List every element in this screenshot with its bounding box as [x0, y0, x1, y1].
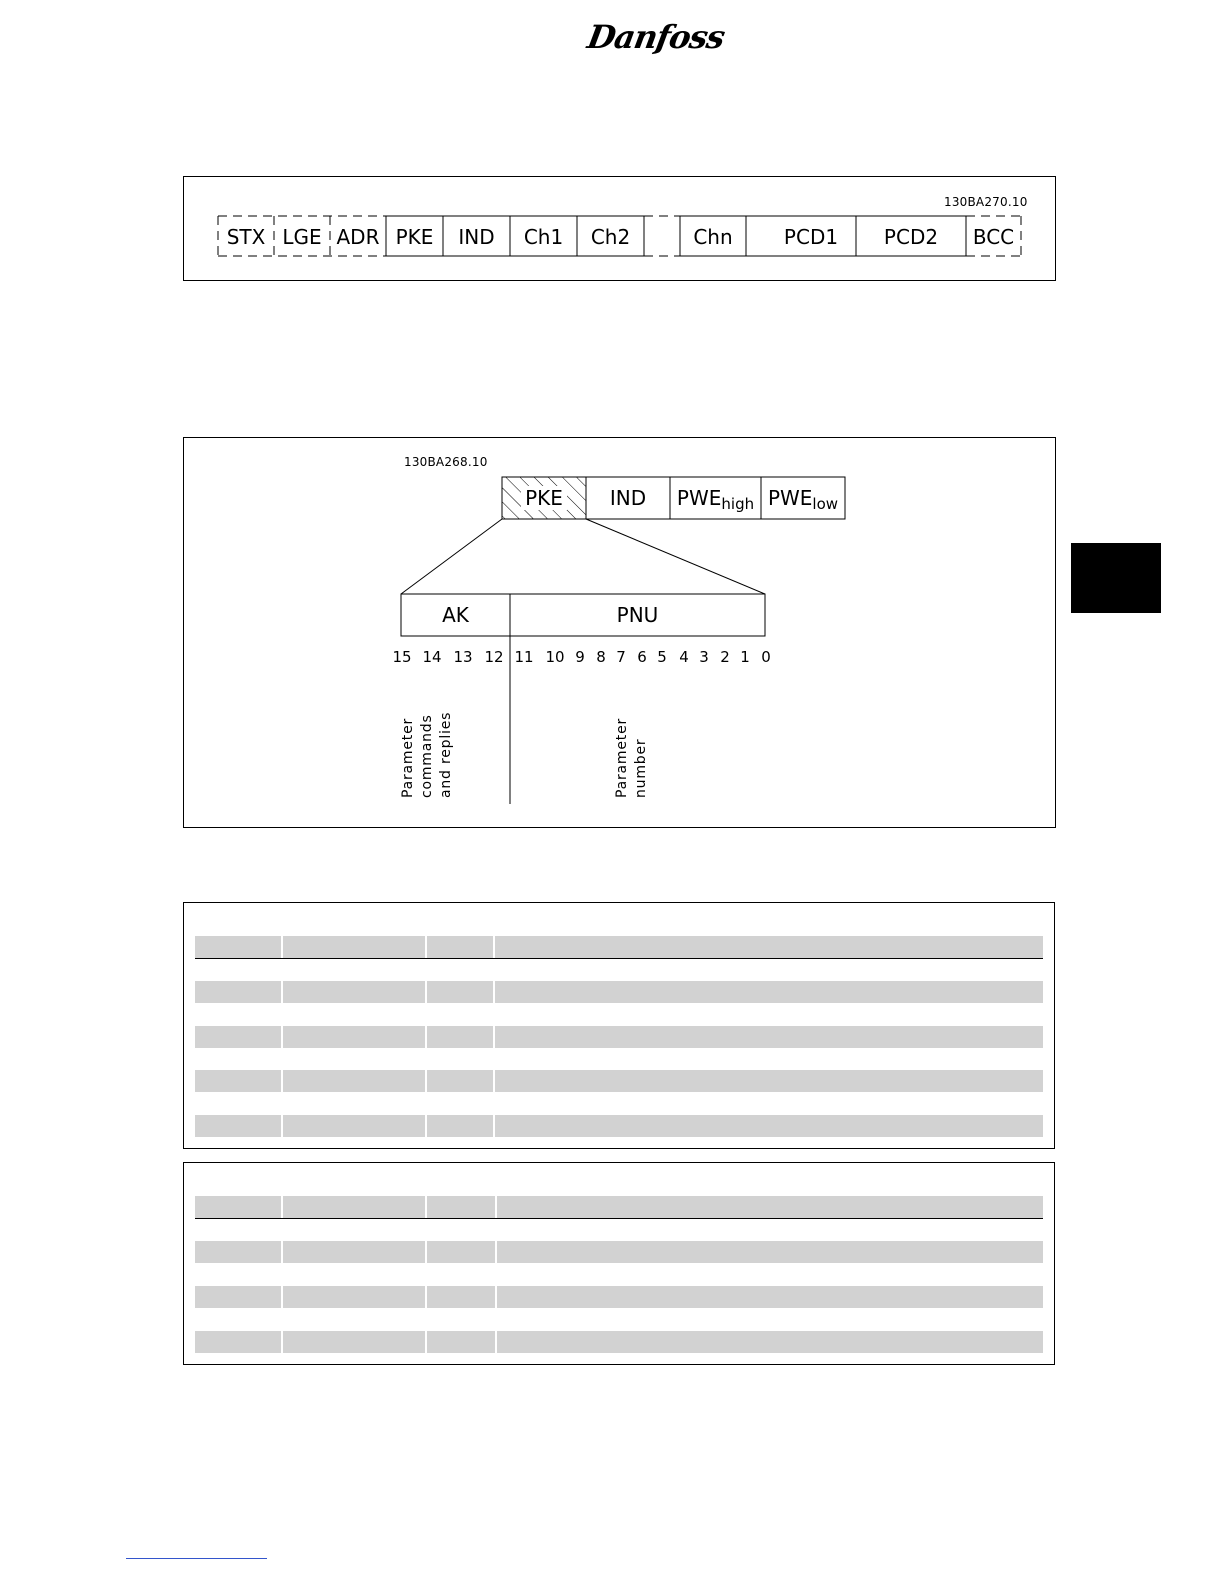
field-stx: STX — [226, 225, 266, 249]
pwe-low-label: PWE — [767, 486, 813, 510]
bit-6: 6 — [637, 648, 647, 666]
field-pcd2: PCD2 — [883, 225, 939, 249]
table-col-sep — [425, 1286, 427, 1308]
table-col-sep — [425, 1115, 427, 1137]
field-lge: LGE — [282, 225, 322, 249]
bit-4: 4 — [679, 648, 689, 666]
table-col-sep — [425, 1070, 427, 1092]
bit-15: 15 — [392, 648, 412, 666]
pke-figure-id: 130BA268.10 — [404, 455, 488, 469]
bit-5: 5 — [657, 648, 667, 666]
telegram-figure-id: 130BA270.10 — [944, 195, 1028, 209]
field-pcd1: PCD1 — [783, 225, 839, 249]
table-col-sep — [281, 1286, 283, 1308]
table-row — [195, 1286, 1043, 1308]
table-col-sep — [425, 1241, 427, 1263]
bit-9: 9 — [575, 648, 585, 666]
table-col-sep — [281, 1241, 283, 1263]
danfoss-logo: Danfoss — [584, 18, 728, 56]
ak-desc-line-3: and replies — [438, 711, 454, 798]
table-col-sep — [281, 1026, 283, 1048]
table-col-sep — [425, 1196, 427, 1218]
bit-3: 3 — [699, 648, 709, 666]
table-col-sep — [281, 936, 283, 958]
ak-desc-line-1: Parameter — [400, 717, 416, 798]
ak-label: AK — [442, 603, 469, 627]
field-ch1: Ch1 — [523, 225, 564, 249]
table-col-sep — [495, 1241, 497, 1263]
pwe-high-subscript: high — [721, 495, 755, 513]
table-col-sep — [281, 1196, 283, 1218]
field-bcc: BCC — [972, 225, 1015, 249]
bit-10: 10 — [545, 648, 565, 666]
field-ind: IND — [458, 225, 495, 249]
table-col-sep — [495, 1286, 497, 1308]
block-ind: IND — [609, 486, 647, 510]
bit-2: 2 — [720, 648, 730, 666]
table-row — [195, 1115, 1043, 1137]
table-col-sep — [495, 1331, 497, 1353]
table-col-sep — [425, 1026, 427, 1048]
table-col-sep — [281, 1331, 283, 1353]
table-1-header-rule — [195, 958, 1043, 959]
table-col-sep — [425, 1331, 427, 1353]
bit-7: 7 — [616, 648, 626, 666]
bit-0: 0 — [761, 648, 771, 666]
table-2-header-row — [195, 1196, 1043, 1218]
table-col-sep — [493, 936, 495, 958]
field-ch2: Ch2 — [590, 225, 631, 249]
table-col-sep — [281, 981, 283, 1003]
table-1-header-row — [195, 936, 1043, 958]
block-pwe-low — [761, 478, 845, 518]
table-col-sep — [281, 1070, 283, 1092]
pwe-low-subscript: low — [812, 495, 839, 513]
table-row — [195, 1070, 1043, 1092]
table-col-sep — [425, 936, 427, 958]
bit-11: 11 — [514, 648, 534, 666]
table-2-header-rule — [195, 1218, 1043, 1219]
table-col-sep — [495, 1196, 497, 1218]
table-row — [195, 981, 1043, 1003]
table-row — [195, 1331, 1043, 1353]
footer-link-underline — [126, 1558, 267, 1559]
field-pke: PKE — [395, 225, 434, 249]
field-chn: Chn — [693, 225, 733, 249]
pnu-desc-line-2: number — [633, 738, 649, 798]
table-col-sep — [493, 1070, 495, 1092]
field-adr: ADR — [336, 225, 380, 249]
table-col-sep — [425, 981, 427, 1003]
ak-desc-line-2: commands — [419, 714, 435, 798]
bit-13: 13 — [453, 648, 473, 666]
bit-14: 14 — [422, 648, 442, 666]
pnu-desc-line-1: Parameter — [614, 717, 630, 798]
table-row — [195, 1241, 1043, 1263]
bit-1: 1 — [740, 648, 750, 666]
bit-12: 12 — [484, 648, 504, 666]
block-pwe-high — [670, 478, 761, 518]
table-col-sep — [493, 981, 495, 1003]
table-col-sep — [493, 1026, 495, 1048]
table-col-sep — [493, 1115, 495, 1137]
pwe-high-label: PWE — [676, 486, 722, 510]
table-row — [195, 1026, 1043, 1048]
bit-8: 8 — [596, 648, 606, 666]
table-col-sep — [281, 1115, 283, 1137]
block-pke: PKE — [525, 486, 563, 510]
pnu-label: PNU — [616, 603, 659, 627]
